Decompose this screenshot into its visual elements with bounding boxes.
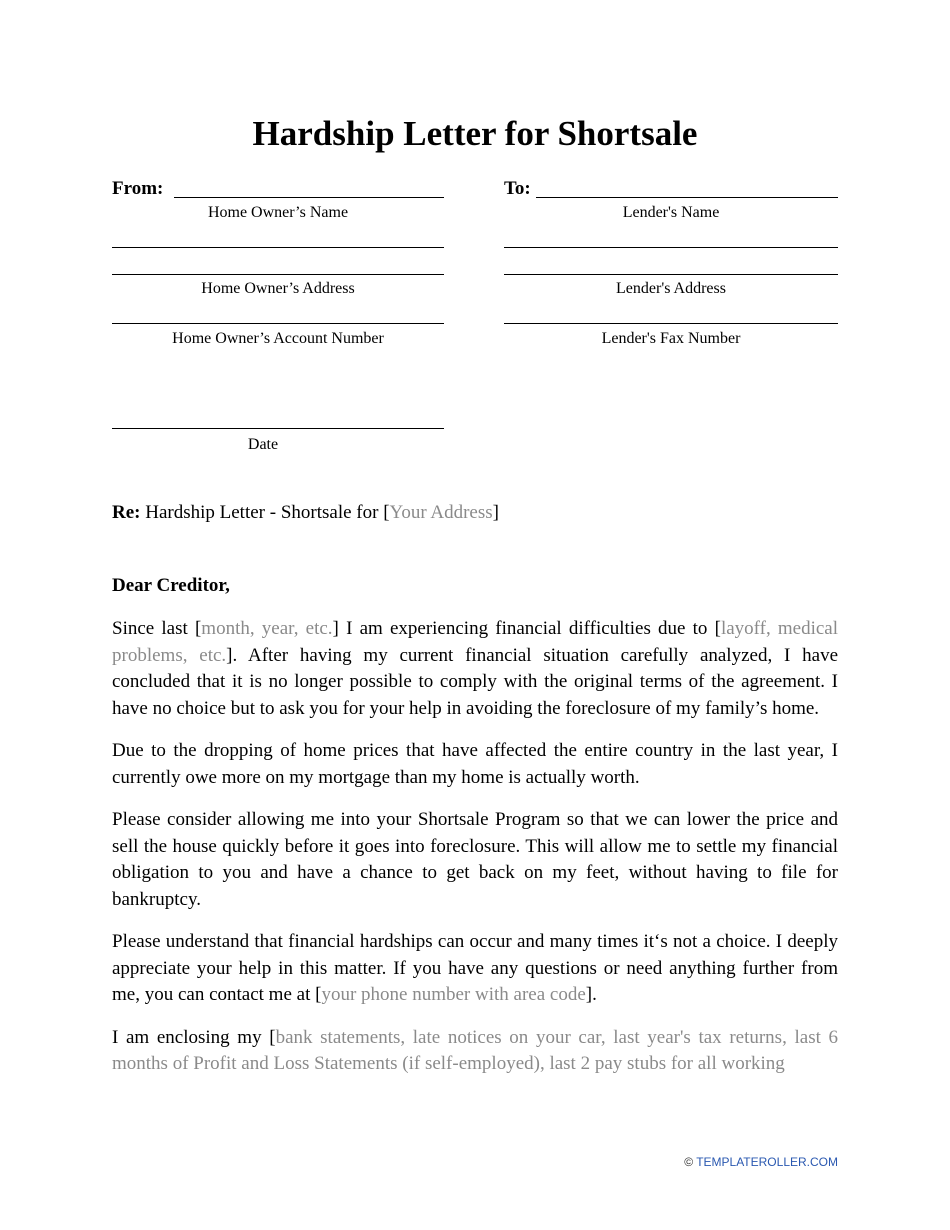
to-label: To: bbox=[504, 178, 531, 199]
document-title: Hardship Letter for Shortsale bbox=[252, 114, 698, 153]
paragraph-5-text-a: I am enclosing my bbox=[112, 1026, 262, 1048]
paragraph-2: Due to the dropping of home prices that have affected the entire country in the last year, I currently owe more on my mortgage than my home is actually worth. bbox=[112, 740, 838, 788]
footer-brand[interactable] bbox=[684, 1154, 838, 1170]
paragraph-1-text-b: I am experiencing financial difficulties due to bbox=[346, 618, 708, 639]
enclosures-placeholder[interactable]: bank statements, late notices on your car, last year's tax returns, last 6 months of Profit and Loss Statements (if self-employed), last 2 pay stubs for all working bbox=[112, 1026, 838, 1074]
copyright-symbol: © bbox=[684, 1155, 694, 1169]
period-placeholder[interactable]: month, year, etc. bbox=[201, 618, 333, 639]
re-label: Re: bbox=[112, 502, 141, 523]
re-text: Hardship Letter - Shortsale for bbox=[145, 502, 379, 523]
paragraph-1: Since last [month, year, etc.] I am experiencing financial difficulties due to [layoff, medical problems, etc.]. After having my current financial situation carefully analyzed, I have concluded that it is no longer possible to comply with the original terms of the agreement. I have no choice but to ask you for your help in avoiding the foreclosure of my family’s home. bbox=[112, 618, 838, 719]
home-owner-account-line[interactable] bbox=[112, 323, 444, 324]
lender-address-caption: Lender's Address bbox=[616, 280, 726, 297]
phone-placeholder[interactable]: your phone number with area code bbox=[321, 984, 586, 1005]
date-line[interactable] bbox=[112, 428, 444, 429]
re-line: Re: Hardship Letter - Shortsale for [Your Address] bbox=[112, 502, 499, 523]
date-caption: Date bbox=[247, 436, 279, 453]
home-owner-address-caption: Home Owner’s Address bbox=[201, 280, 355, 297]
lender-name-line[interactable] bbox=[536, 197, 838, 198]
paragraph-5: I am enclosing my [bank statements, late notices on your car, last year's tax returns, last 6 months of Profit and Loss Statements (if self-employed), last 2 pay stubs for all working bbox=[112, 1026, 838, 1074]
lender-fax-caption: Lender's Fax Number bbox=[601, 330, 741, 347]
reason-placeholder[interactable]: layoff, medical problems, etc. bbox=[112, 618, 838, 666]
re-address-placeholder[interactable]: Your Address bbox=[389, 502, 493, 523]
home-owner-name-line[interactable] bbox=[174, 197, 444, 198]
lender-address-line-1[interactable] bbox=[504, 247, 838, 248]
lender-address-line-2[interactable] bbox=[504, 274, 838, 275]
home-owner-address-line-2[interactable] bbox=[112, 274, 444, 275]
from-label: From: bbox=[112, 178, 164, 199]
letter-body bbox=[112, 616, 838, 1102]
home-owner-name-caption: Home Owner’s Name bbox=[207, 204, 349, 221]
paragraph-4-text-a: Please understand that financial hardships can occur and many times it‘s not a choice. I deeply appreciate your help in this matter. If you have any questions or need anything further from me, you can contact me at bbox=[112, 931, 838, 1005]
paragraph-1-text-a: Since last bbox=[112, 618, 188, 639]
paragraph-3: Please consider allowing me into your Shortsale Program so that we can lower the price and sell the house quickly before it goes into foreclosure. This will allow me to settle my financial obligation to you and have a chance to get back on my feet, without having to file for bankruptcy. bbox=[112, 809, 838, 910]
paragraph-4-text-b: . bbox=[592, 984, 597, 1005]
paragraph-1-text-c: . After having my current financial situation carefully analyzed, I have concluded that it is no longer possible to comply with the original terms of the agreement. I have no choice but to ask you for your help in avoiding the foreclosure of my family’s home. bbox=[112, 644, 838, 719]
greeting: Dear Creditor, bbox=[112, 575, 230, 596]
home-owner-address-line-1[interactable] bbox=[112, 247, 444, 248]
lender-fax-line[interactable] bbox=[504, 323, 838, 324]
paragraph-4: Please understand that financial hardships can occur and many times it‘s not a choice. I deeply appreciate your help in this matter. If you have any questions or need anything further from me, you can contact me at [your phone number with area code]. bbox=[112, 931, 838, 1005]
home-owner-account-caption: Home Owner’s Account Number bbox=[172, 330, 384, 347]
lender-name-caption: Lender's Name bbox=[622, 204, 720, 221]
footer-brand-text[interactable]: TEMPLATEROLLER.COM bbox=[696, 1155, 838, 1169]
